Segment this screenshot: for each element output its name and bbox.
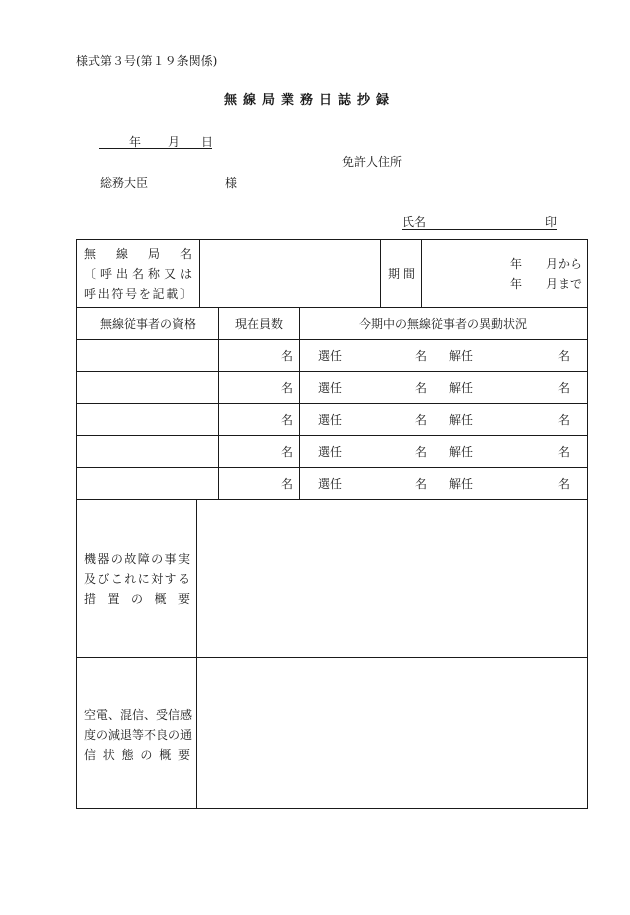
addressee: 総務大臣: [100, 176, 149, 190]
form-number: 様式第３号(第１９条関係): [76, 54, 218, 68]
dismissed-unit: 名: [558, 477, 571, 491]
appointed-unit: 名: [415, 349, 428, 363]
honorific: 様: [225, 176, 238, 190]
rule-after-station: [76, 307, 588, 308]
appointed-label: 選任: [318, 445, 343, 459]
rule-period-label: [421, 239, 422, 307]
table-border-right: [587, 239, 588, 808]
col-changes-header: 今期中の無線従事者の異動状況: [359, 317, 528, 331]
date-day: 日: [201, 135, 214, 149]
period-from-year: 年: [510, 257, 523, 271]
station-name-label-line1: 無線局名: [84, 247, 192, 261]
rule-operator-row-4: [76, 467, 588, 468]
period-to-month: 月まで: [546, 277, 583, 291]
period-from-month: 月から: [546, 257, 583, 271]
rule-operator-row-1: [76, 371, 588, 372]
appointed-label: 選任: [318, 381, 343, 395]
failures-label-line3: 措置の概要: [84, 592, 190, 606]
station-name-value[interactable]: [206, 246, 376, 302]
dismissed-label: 解任: [449, 413, 474, 427]
col-current-count-header: 現在員数: [235, 317, 284, 331]
failures-text-area[interactable]: [203, 506, 581, 650]
appointed-unit: 名: [415, 381, 428, 395]
conditions-label-line3: 信状態の概要: [84, 748, 190, 762]
failures-label-line1: 機器の故障の事実: [84, 552, 190, 566]
rule-qualification: [218, 307, 219, 499]
count-unit: 名: [281, 349, 294, 363]
rule-operator-row-2: [76, 403, 588, 404]
count-unit: 名: [281, 413, 294, 427]
dismissed-unit: 名: [558, 445, 571, 459]
dismissed-unit: 名: [558, 381, 571, 395]
table-border-left: [76, 239, 77, 808]
appointed-unit: 名: [415, 477, 428, 491]
seal-label: 印: [545, 215, 558, 229]
period-to-year: 年: [510, 277, 523, 291]
station-name-label-line2: 〔呼出名称又は: [84, 267, 192, 281]
appointed-unit: 名: [415, 445, 428, 459]
rule-operator-row-3: [76, 435, 588, 436]
appointed-label: 選任: [318, 349, 343, 363]
dismissed-label: 解任: [449, 381, 474, 395]
page-title: 無線局業務日誌抄録: [224, 93, 396, 108]
name-underline: [402, 229, 557, 230]
appointed-label: 選任: [318, 477, 343, 491]
name-label: 氏名: [402, 215, 427, 229]
table-border-bottom: [76, 808, 588, 809]
conditions-label-line2: 度の減退等不良の通: [84, 728, 193, 742]
rule-after-operator-header: [76, 339, 588, 340]
conditions-label-line1: 空電、混信、受信感: [84, 708, 193, 722]
count-unit: 名: [281, 381, 294, 395]
rule-operator-row-5: [76, 499, 588, 500]
table-border-top: [76, 239, 588, 240]
date-underline: [99, 148, 212, 149]
failures-label-line2: 及びこれに対する: [84, 572, 190, 586]
appointed-label: 選任: [318, 413, 343, 427]
date-year: 年: [129, 135, 142, 149]
conditions-text-area[interactable]: [203, 664, 581, 802]
dismissed-label: 解任: [449, 349, 474, 363]
dismissed-label: 解任: [449, 477, 474, 491]
period-label: 期間: [388, 267, 419, 281]
dismissed-unit: 名: [558, 413, 571, 427]
rule-station-name: [199, 239, 200, 307]
station-name-label-line3: 呼出符号を記載〕: [84, 287, 192, 301]
col-qualification-header: 無線従事者の資格: [100, 317, 197, 331]
appointed-unit: 名: [415, 413, 428, 427]
count-unit: 名: [281, 477, 294, 491]
rule-count: [299, 307, 300, 499]
rule-after-failures: [76, 657, 588, 658]
dismissed-unit: 名: [558, 349, 571, 363]
licensee-address-label: 免許人住所: [342, 155, 403, 169]
count-unit: 名: [281, 445, 294, 459]
rule-station-value: [380, 239, 381, 307]
date-month: 月: [168, 135, 181, 149]
rule-text-sections: [196, 499, 197, 808]
dismissed-label: 解任: [449, 445, 474, 459]
